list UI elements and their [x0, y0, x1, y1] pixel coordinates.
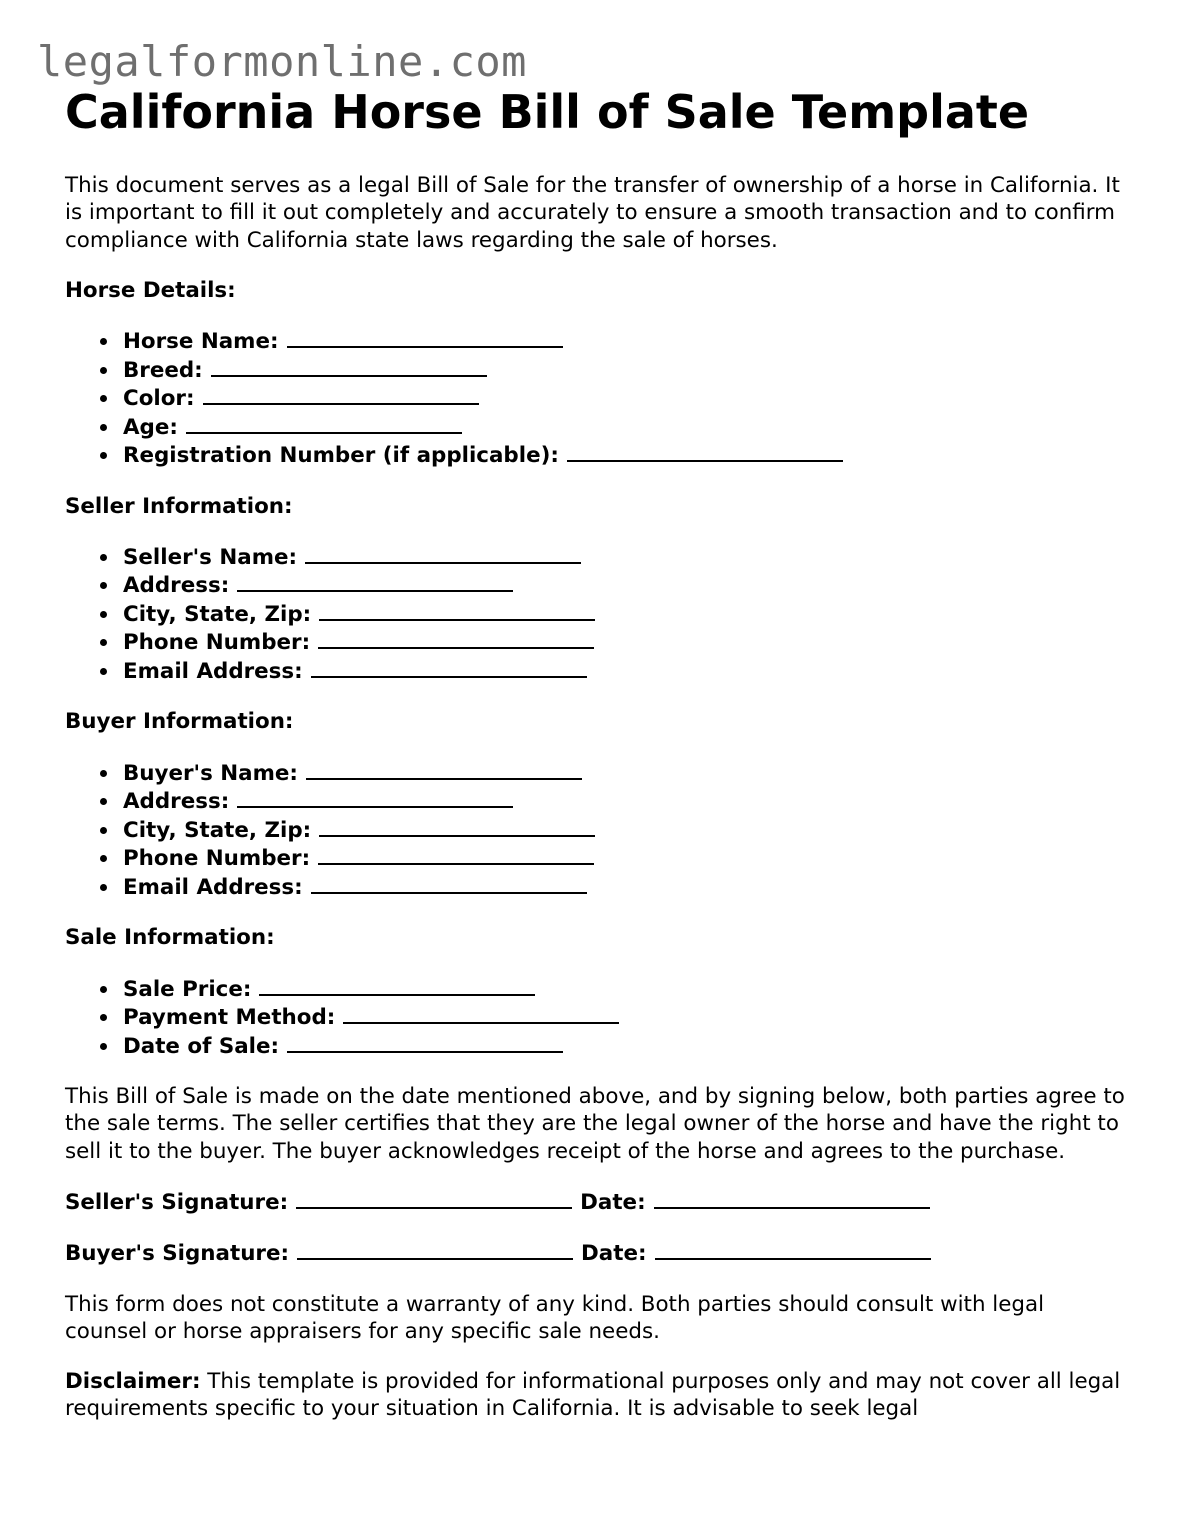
- buyer-phone-field: Phone Number:: [123, 844, 1125, 873]
- buyer-signature-row: [65, 1239, 1125, 1267]
- seller-address-blank[interactable]: [237, 571, 513, 592]
- sale-information-list: [65, 975, 1125, 1061]
- sale-information-heading: Sale Information:: [65, 925, 275, 951]
- buyer-city-state-zip-blank[interactable]: [319, 816, 595, 837]
- payment-method-blank[interactable]: [343, 1003, 619, 1024]
- date-of-sale-field: Date of Sale:: [123, 1032, 1125, 1061]
- seller-phone-blank[interactable]: [318, 628, 594, 649]
- buyer-date-blank[interactable]: [655, 1239, 931, 1260]
- seller-information-heading: Seller Information:: [65, 493, 293, 519]
- color-field: Color:: [123, 384, 1125, 413]
- seller-city-state-zip-blank[interactable]: [319, 600, 595, 621]
- buyer-date-label: Date:: [581, 1241, 647, 1267]
- buyer-city-state-zip-field: City, State, Zip:: [123, 816, 1125, 845]
- disclaimer-label: Disclaimer:: [65, 1369, 201, 1395]
- color-blank[interactable]: [203, 384, 479, 405]
- seller-signature-blank[interactable]: [296, 1188, 572, 1209]
- seller-name-field: Seller's Name:: [123, 543, 1125, 572]
- horse-details-heading: Horse Details:: [65, 277, 236, 303]
- seller-signature-label: Seller's Signature:: [65, 1189, 289, 1215]
- registration-number-blank[interactable]: [567, 441, 843, 462]
- breed-blank[interactable]: [211, 356, 487, 377]
- age-field: Age:: [123, 413, 1125, 442]
- seller-email-field: Email Address:: [123, 657, 1125, 686]
- buyer-name-field: Buyer's Name:: [123, 759, 1125, 788]
- seller-city-state-zip-field: City, State, Zip:: [123, 600, 1125, 629]
- horse-details-list: [65, 327, 1125, 470]
- buyer-address-blank[interactable]: [237, 787, 513, 808]
- seller-name-blank[interactable]: [305, 543, 581, 564]
- seller-phone-field: Phone Number:: [123, 628, 1125, 657]
- site-watermark: legalformonline.com: [37, 37, 527, 86]
- seller-information-list: [65, 543, 1125, 686]
- document-page: [65, 84, 1125, 1423]
- warranty-paragraph: This form does not constitute a warranty of any kind. Both parties should consult with legal counsel or horse appraisers for any specific sale needs.: [65, 1291, 1045, 1344]
- seller-address-field: Address:: [123, 571, 1125, 600]
- agreement-paragraph: This Bill of Sale is made on the date mentioned above, and by signing below, both parties agree to the sale terms. The seller certifies that they are the legal owner of the horse and have the right to sell it to the buyer. The buyer acknowledges receipt of the horse and agrees to the purchase.: [65, 1084, 1125, 1164]
- buyer-email-blank[interactable]: [311, 873, 587, 894]
- buyer-name-blank[interactable]: [306, 759, 582, 780]
- page-title: California Horse Bill of Sale Template: [65, 85, 1030, 139]
- horse-name-field: Horse Name:: [123, 327, 1125, 356]
- date-of-sale-blank[interactable]: [287, 1032, 563, 1053]
- registration-number-field: Registration Number (if applicable):: [123, 441, 1125, 470]
- seller-email-blank[interactable]: [311, 657, 587, 678]
- buyer-phone-blank[interactable]: [318, 844, 594, 865]
- age-blank[interactable]: [186, 413, 462, 434]
- disclaimer-text: This template is provided for informational purposes only and may not cover all legal requirements specific to your situation in California. It is advisable to seek legal: [65, 1369, 1121, 1422]
- buyer-information-heading: Buyer Information:: [65, 709, 294, 735]
- sale-price-blank[interactable]: [259, 975, 535, 996]
- breed-field: Breed:: [123, 356, 1125, 385]
- buyer-email-field: Email Address:: [123, 873, 1125, 902]
- horse-name-blank[interactable]: [287, 327, 563, 348]
- buyer-information-list: [65, 759, 1125, 902]
- sale-price-field: Sale Price:: [123, 975, 1125, 1004]
- seller-signature-row: [65, 1188, 1125, 1216]
- buyer-signature-label: Buyer's Signature:: [65, 1241, 290, 1267]
- payment-method-field: Payment Method:: [123, 1003, 1125, 1032]
- seller-date-label: Date:: [580, 1189, 646, 1215]
- buyer-address-field: Address:: [123, 787, 1125, 816]
- seller-date-blank[interactable]: [654, 1188, 930, 1209]
- buyer-signature-blank[interactable]: [297, 1239, 573, 1260]
- intro-paragraph: This document serves as a legal Bill of Sale for the transfer of ownership of a horse in California. It is important to fill it out completely and accurately to ensure a smooth transaction and to confirm compliance with California state laws regarding the sale of horses.: [65, 173, 1120, 253]
- disclaimer-paragraph: [65, 1368, 1125, 1423]
